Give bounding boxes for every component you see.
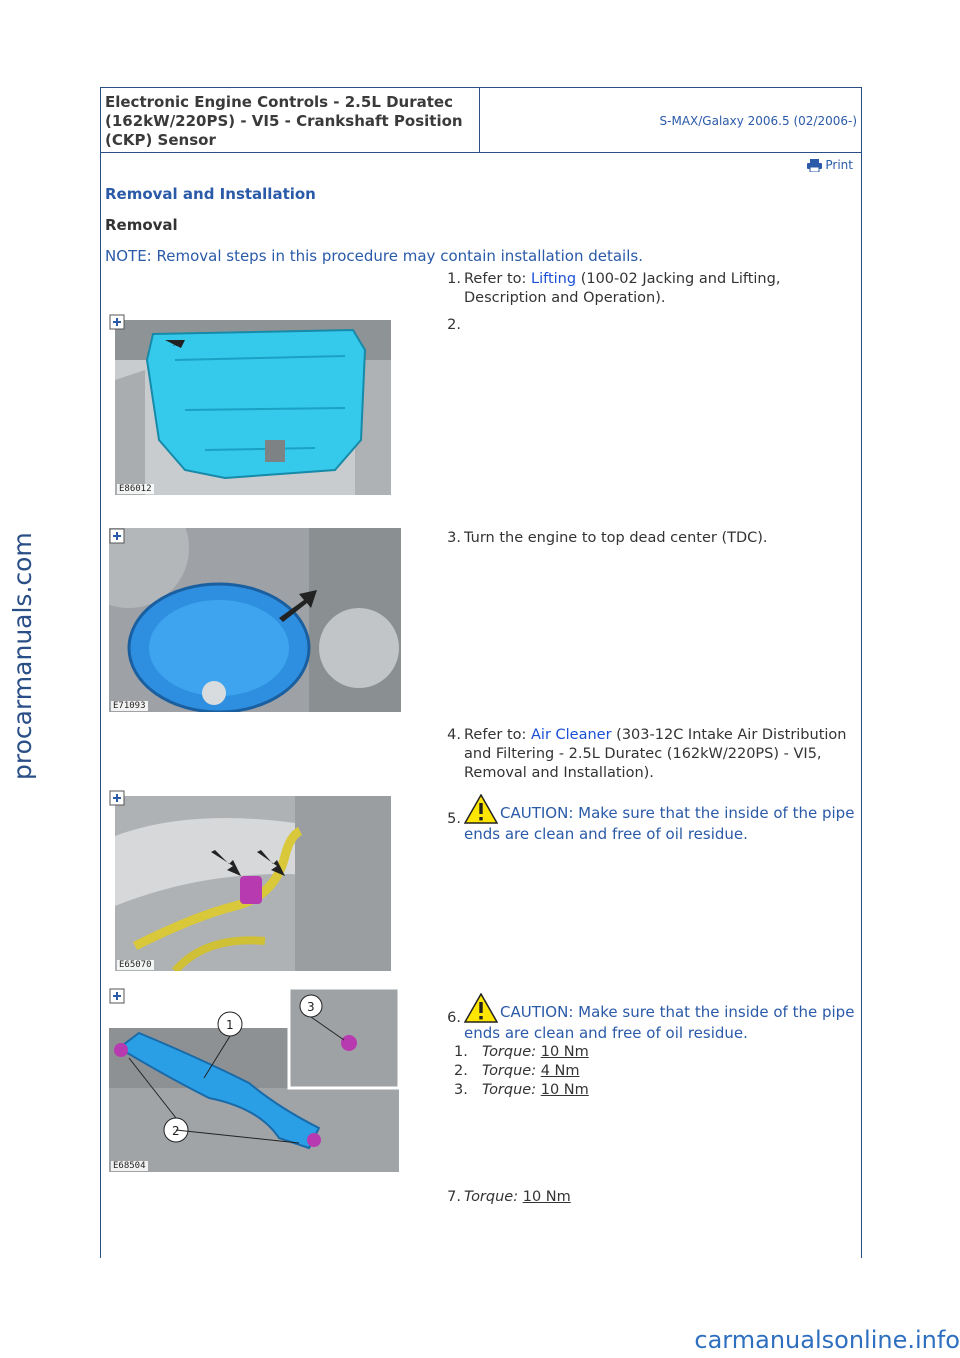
subsection-title: Removal [105,216,178,234]
figure-crankshaft-pulley [109,528,401,712]
torque-value: 4 Nm [540,1063,580,1079]
caution-text: CAUTION: Make sure that the inside of the pipe ends are clean and free of oil residue. [464,804,855,843]
torque-label: Torque: [482,1063,537,1079]
figure-underbody-shield [115,320,391,495]
figure-id: E71093 [113,701,146,711]
zoom-icon[interactable] [109,314,125,330]
footer-watermark: carmanualsonline.info [694,1326,960,1354]
figure-breather-pipes [115,796,391,971]
step-reference: (100-02 Jacking and Lifting, Description and Operation). [464,271,781,306]
step-4 [435,726,855,783]
page-title: Electronic Engine Controls - 2.5L Duratec (162kW/220PS) - VI5 - Crankshaft Position (CKP) Sensor [105,93,463,149]
zoom-icon[interactable] [109,528,125,544]
air-cleaner-link[interactable]: Air Cleaner [531,727,612,743]
warning-icon [464,794,498,824]
step-number: 2. [447,317,461,333]
torque-item [435,1062,855,1081]
print-label: Print [825,158,853,172]
figure-id: E65070 [119,960,152,970]
figure-id: E86012 [119,484,152,494]
step-number: 7. [447,1189,461,1205]
refer-to-label: Refer to: [464,727,527,743]
lifting-link[interactable]: Lifting [531,271,577,287]
step-6 [435,993,855,1100]
refer-to-label: Refer to: [464,271,527,287]
step-number: 3. [447,530,461,546]
callout-3: 3 [307,1000,315,1014]
page-frame [100,87,862,1258]
caution-text: CAUTION: Make sure that the inside of the pipe ends are clean and free of oil residue. [464,1003,855,1042]
step-number: 1. [447,271,461,287]
figure-intake-pipe-torques [109,988,399,1172]
step-3 [435,529,855,548]
section-title: Removal and Installation [105,185,316,203]
figure-id: E68504 [113,1161,146,1171]
torque-label: Torque: [482,1044,537,1060]
callout-1: 1 [226,1018,234,1032]
vehicle-model: S-MAX/Galaxy 2006.5 (02/2006-) [659,114,857,128]
item-number: 1. [454,1044,468,1060]
callout-2: 2 [172,1124,180,1138]
step-text: Turn the engine to top dead center (TDC). [464,530,768,546]
x7-callout: x7 [173,340,182,348]
step-number: 4. [447,727,461,743]
step-reference: (303-12C Intake Air Distribution and Filtering - 2.5L Duratec (162kW/220PS) - VI5, Removal and Installation). [464,727,847,781]
torque-item [435,1081,855,1100]
torque-value: 10 Nm [540,1044,589,1060]
zoom-icon[interactable] [109,790,125,806]
step-number: 5. [447,811,461,827]
torque-value: 10 Nm [522,1189,571,1205]
warning-icon [464,993,498,1023]
step-7 [435,1188,855,1207]
torque-list [435,1043,855,1100]
step-5 [435,794,855,844]
header-divider [479,88,480,152]
zoom-icon[interactable] [109,988,125,1004]
torque-item [435,1043,855,1062]
side-watermark: procarmanuals.com [8,532,37,780]
item-number: 2. [454,1063,468,1079]
print-button[interactable] [807,158,853,172]
step-number: 6. [447,1010,461,1026]
page-header [101,88,861,153]
printer-icon [807,159,822,172]
torque-value: 10 Nm [540,1082,589,1098]
item-number: 3. [454,1082,468,1098]
step-1 [435,270,855,308]
removal-note: NOTE: Removal steps in this procedure may contain installation details. [105,247,643,265]
torque-label: Torque: [464,1189,519,1205]
torque-label: Torque: [482,1082,537,1098]
